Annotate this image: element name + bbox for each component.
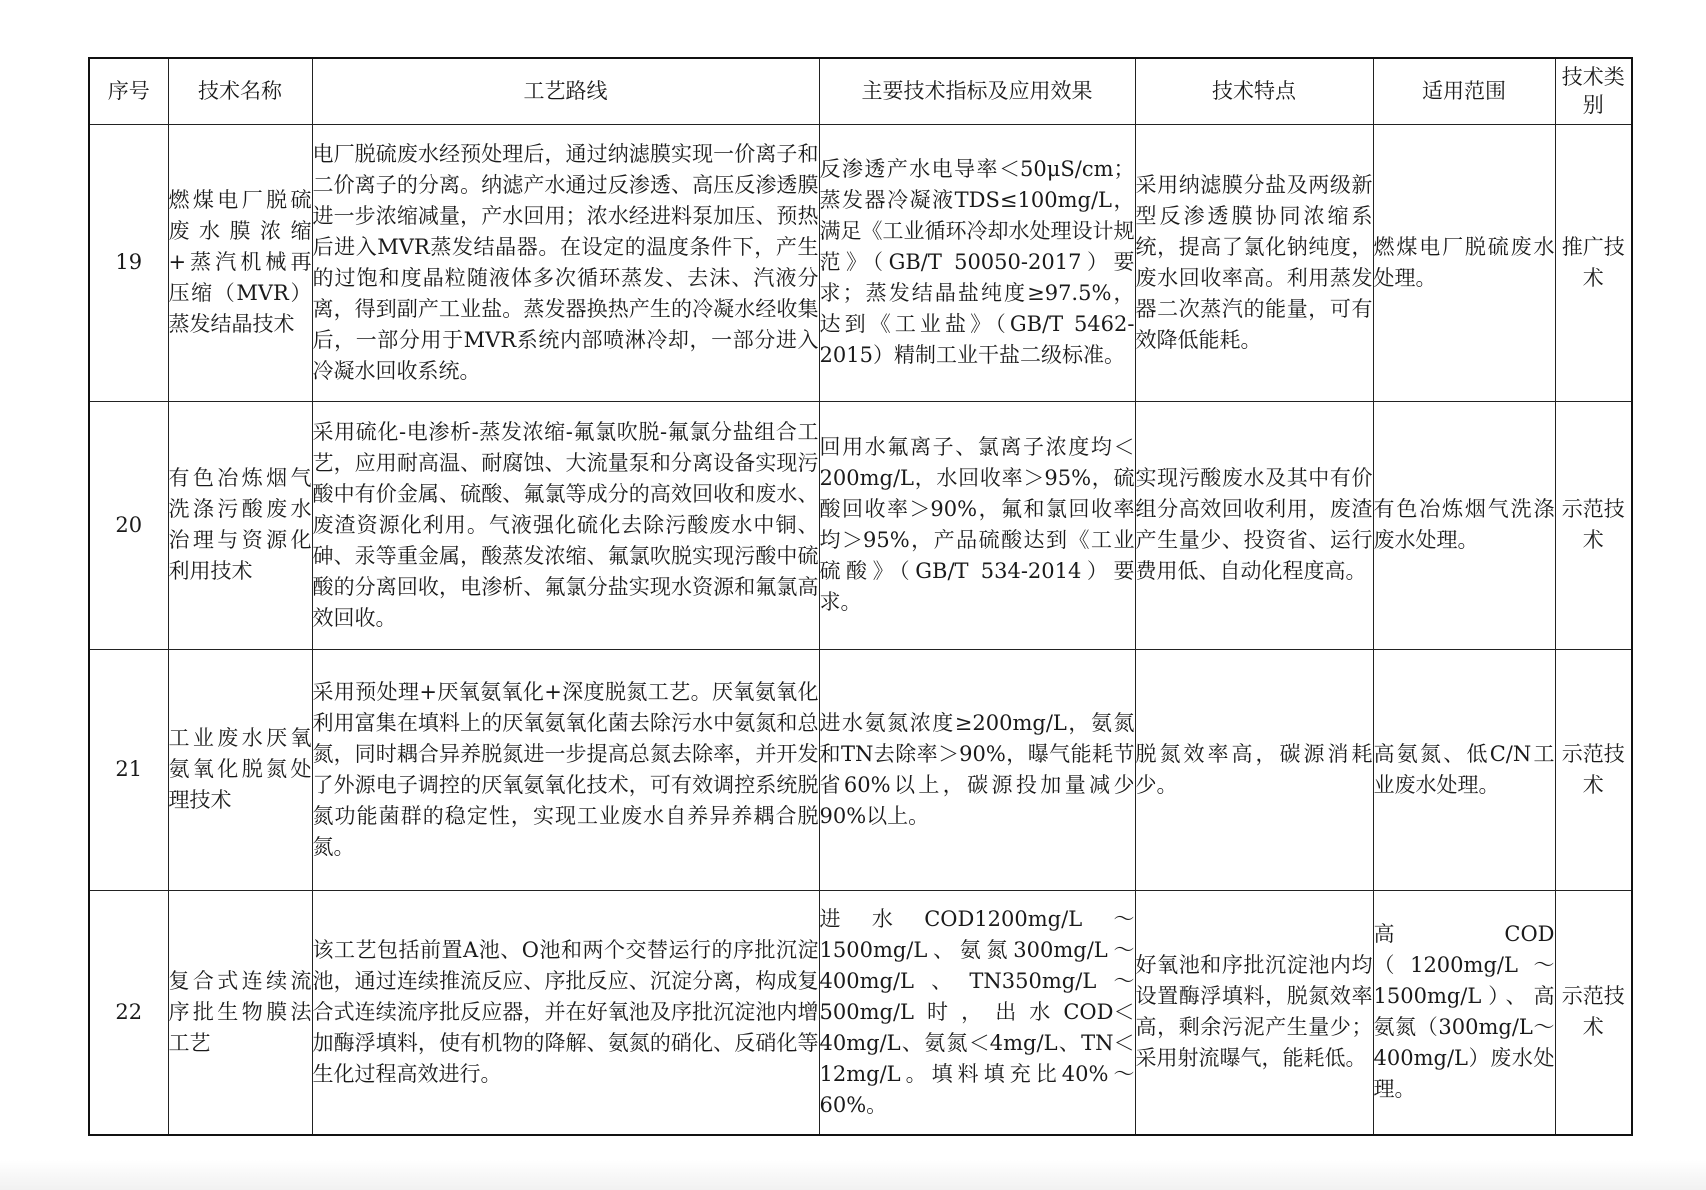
header-features: 技术特点 bbox=[1135, 58, 1373, 124]
cell-name: 工业废水厌氧氨氧化脱氮处理技术 bbox=[168, 649, 312, 890]
header-route: 工艺路线 bbox=[312, 58, 819, 124]
table-row bbox=[89, 649, 1632, 890]
cell-category: 示范技术 bbox=[1555, 649, 1632, 890]
cell-features: 好氧池和序批沉淀池内均设置酶浮填料，脱氮效率高，剩余污泥产生量少；采用射流曝气，能耗低。 bbox=[1135, 890, 1373, 1135]
table-row bbox=[89, 124, 1632, 401]
cell-seq: 22 bbox=[89, 890, 168, 1135]
table-row bbox=[89, 401, 1632, 649]
cell-features: 实现污酸废水及其中有价组分高效回收利用，废渣产生量少、投资省、运行费用低、自动化程度高。 bbox=[1135, 401, 1373, 649]
cell-name: 复合式连续流序批生物膜法工艺 bbox=[168, 890, 312, 1135]
page-bottom-edge bbox=[0, 1160, 1706, 1190]
header-category: 技术类别 bbox=[1555, 58, 1632, 124]
cell-route: 电厂脱硫废水经预处理后，通过纳滤膜实现一价离子和二价离子的分离。纳滤产水通过反渗透、高压反渗透膜进一步浓缩减量，产水回用；浓水经进料泵加压、预热后进入MVR蒸发结晶器。在设定的温度条件下，产生的过饱和度晶粒随液体多次循环蒸发、去沫、汽液分离，得到副产工业盐。蒸发器换热产生的冷凝水经收集后，一部分用于MVR系统内部喷淋冷却，一部分进入冷凝水回收系统。 bbox=[312, 124, 819, 401]
cell-seq: 20 bbox=[89, 401, 168, 649]
cell-category: 示范技术 bbox=[1555, 890, 1632, 1135]
cell-features: 采用纳滤膜分盐及两级新型反渗透膜协同浓缩系统，提高了氯化钠纯度，废水回收率高。利用蒸发器二次蒸汽的能量，可有效降低能耗。 bbox=[1135, 124, 1373, 401]
technology-table bbox=[88, 57, 1633, 1136]
cell-name: 燃煤电厂脱硫废水膜浓缩+蒸汽机械再压缩（MVR）蒸发结晶技术 bbox=[168, 124, 312, 401]
cell-scope: 高COD（1200mg/L～1500mg/L）、高氨氮（300mg/L～400mg/L）废水处理。 bbox=[1373, 890, 1555, 1135]
cell-indicators: 进水COD1200mg/L～1500mg/L、氨氮300mg/L～400mg/L、TN350mg/L～500mg/L时，出水COD＜40mg/L、氨氮＜4mg/L、TN＜12mg/L。填料填充比40%～60%。 bbox=[819, 890, 1135, 1135]
table-header-row bbox=[89, 58, 1632, 124]
cell-route: 该工艺包括前置A池、O池和两个交替运行的序批沉淀池，通过连续推流反应、序批反应、沉淀分离，构成复合式连续流序批反应器，并在好氧池及序批沉淀池内增加酶浮填料，使有机物的降解、氨氮的硝化、反硝化等生化过程高效进行。 bbox=[312, 890, 819, 1135]
header-name: 技术名称 bbox=[168, 58, 312, 124]
cell-route: 采用预处理+厌氧氨氧化+深度脱氮工艺。厌氧氨氧化利用富集在填料上的厌氧氨氧化菌去除污水中氨氮和总氮，同时耦合异养脱氮进一步提高总氮去除率，并开发了外源电子调控的厌氧氨氧化技术，可有效调控系统脱氮功能菌群的稳定性，实现工业废水自养异养耦合脱氮。 bbox=[312, 649, 819, 890]
header-seq: 序号 bbox=[89, 58, 168, 124]
cell-category: 推广技术 bbox=[1555, 124, 1632, 401]
cell-scope: 燃煤电厂脱硫废水处理。 bbox=[1373, 124, 1555, 401]
cell-features: 脱氮效率高，碳源消耗少。 bbox=[1135, 649, 1373, 890]
cell-category: 示范技术 bbox=[1555, 401, 1632, 649]
cell-indicators: 回用水氟离子、氯离子浓度均＜200mg/L，水回收率＞95%，硫酸回收率＞90%，氟和氯回收率均＞95%，产品硫酸达到《工业硫酸》（GB/T 534-2014）要求。 bbox=[819, 401, 1135, 649]
cell-seq: 19 bbox=[89, 124, 168, 401]
header-scope: 适用范围 bbox=[1373, 58, 1555, 124]
cell-indicators: 进水氨氮浓度≥200mg/L，氨氮和TN去除率＞90%，曝气能耗节省60%以上，碳源投加量减少90%以上。 bbox=[819, 649, 1135, 890]
cell-route: 采用硫化-电渗析-蒸发浓缩-氟氯吹脱-氟氯分盐组合工艺，应用耐高温、耐腐蚀、大流量泵和分离设备实现污酸中有价金属、硫酸、氟氯等成分的高效回收和废水、废渣资源化利用。气液强化硫化去除污酸废水中铜、砷、汞等重金属，酸蒸发浓缩、氟氯吹脱实现污酸中硫酸的分离回收，电渗析、氟氯分盐实现水资源和氟氯高效回收。 bbox=[312, 401, 819, 649]
header-indicators: 主要技术指标及应用效果 bbox=[819, 58, 1135, 124]
cell-name: 有色冶炼烟气洗涤污酸废水治理与资源化利用技术 bbox=[168, 401, 312, 649]
cell-scope: 有色冶炼烟气洗涤废水处理。 bbox=[1373, 401, 1555, 649]
cell-scope: 高氨氮、低C/N工业废水处理。 bbox=[1373, 649, 1555, 890]
cell-seq: 21 bbox=[89, 649, 168, 890]
table-row bbox=[89, 890, 1632, 1135]
cell-indicators: 反渗透产水电导率＜50μS/cm；蒸发器冷凝液TDS≤100mg/L，满足《工业循环冷却水处理设计规范》（GB/T 50050-2017）要求；蒸发结晶盐纯度≥97.5%，达到《工业盐》（GB/T 5462-2015）精制工业干盐二级标准。 bbox=[819, 124, 1135, 401]
